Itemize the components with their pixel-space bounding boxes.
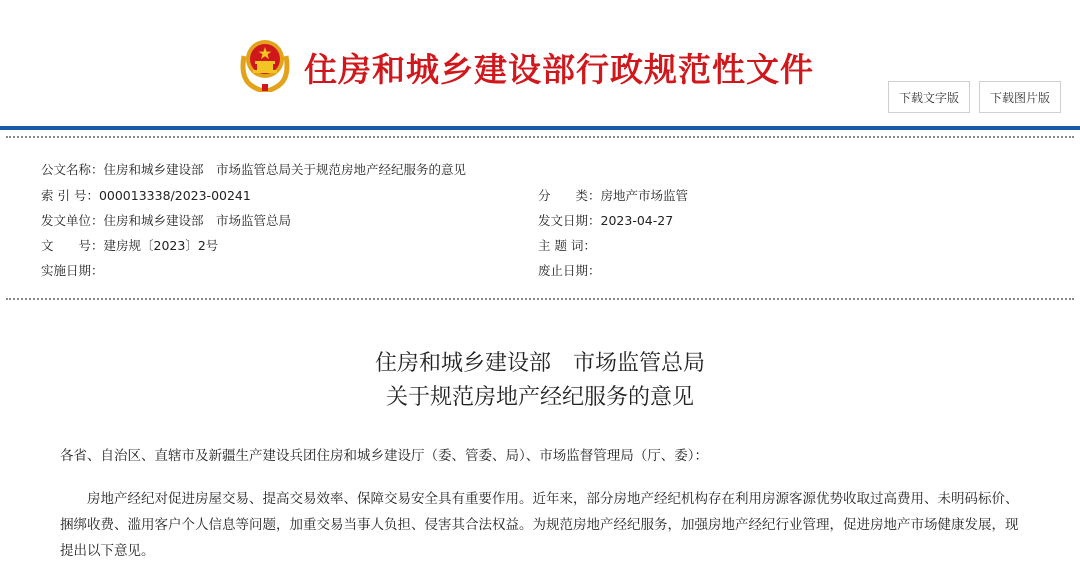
meta-value: 建房规〔2023〕2号 xyxy=(103,238,219,253)
meta-issue-date xyxy=(538,211,673,229)
meta-label: 发文单位： xyxy=(41,213,104,228)
meta-value: 住房和城乡建设部 市场监管总局关于规范房地产经纪服务的意见 xyxy=(103,162,467,177)
download-text-button[interactable]: 下载文字版 xyxy=(888,81,970,113)
meta-label: 实施日期： xyxy=(41,263,104,278)
dotted-divider xyxy=(6,298,1074,300)
meta-label: 文 号： xyxy=(41,238,104,253)
document-paragraph: 房地产经纪对促进房屋交易、提高交易效率、保障交易安全具有重要作用。近年来，部分房地产经纪机构存在利用房源客源优势收取过高费用、未明码标价、捆绑收费、滥用客户个人信息等问题，加重交易当事人负担、侵害其合法权益。为规范房地产经纪服务，加强房地产经纪行业管理，促进房地产市场健康发展，现提出以下意见。 xyxy=(60,491,1019,559)
document-title-line2: 关于规范房地产经纪服务的意见 xyxy=(385,385,694,410)
document-title-line1: 住房和城乡建设部 市场监管总局 xyxy=(374,351,705,376)
meta-expire-date xyxy=(538,261,601,279)
meta-value: 000013338/2023-00241 xyxy=(98,188,251,203)
header-divider xyxy=(0,126,1080,130)
meta-doc-name xyxy=(41,160,466,178)
document-greeting: 各省、自治区、直辖市及新疆生产建设兵团住房和城乡建设厅（委、管委、局）、市场监督管理局（厅、委）： xyxy=(60,448,708,464)
site-title: 住房和城乡建设部行政规范性文件 xyxy=(304,50,814,89)
meta-label: 索 引 号： xyxy=(41,188,99,203)
meta-category xyxy=(538,186,688,204)
meta-doc-no xyxy=(41,236,218,254)
download-image-button[interactable]: 下载图片版 xyxy=(979,81,1061,113)
dotted-divider xyxy=(6,136,1074,138)
site-header xyxy=(0,0,1080,126)
meta-value: 住房和城乡建设部 市场监管总局 xyxy=(103,213,292,228)
meta-value: 2023-04-27 xyxy=(600,213,674,228)
meta-issuer xyxy=(41,211,291,229)
meta-label: 分 类： xyxy=(538,188,601,203)
meta-effective-date xyxy=(41,261,104,279)
meta-keywords xyxy=(538,236,596,254)
meta-index xyxy=(41,186,251,204)
meta-value: 房地产市场监管 xyxy=(600,188,689,203)
national-emblem-icon xyxy=(238,34,292,92)
meta-label: 公文名称： xyxy=(41,162,104,177)
meta-label: 发文日期： xyxy=(538,213,601,228)
meta-label: 废止日期： xyxy=(538,263,601,278)
meta-label: 主 题 词： xyxy=(538,238,596,253)
